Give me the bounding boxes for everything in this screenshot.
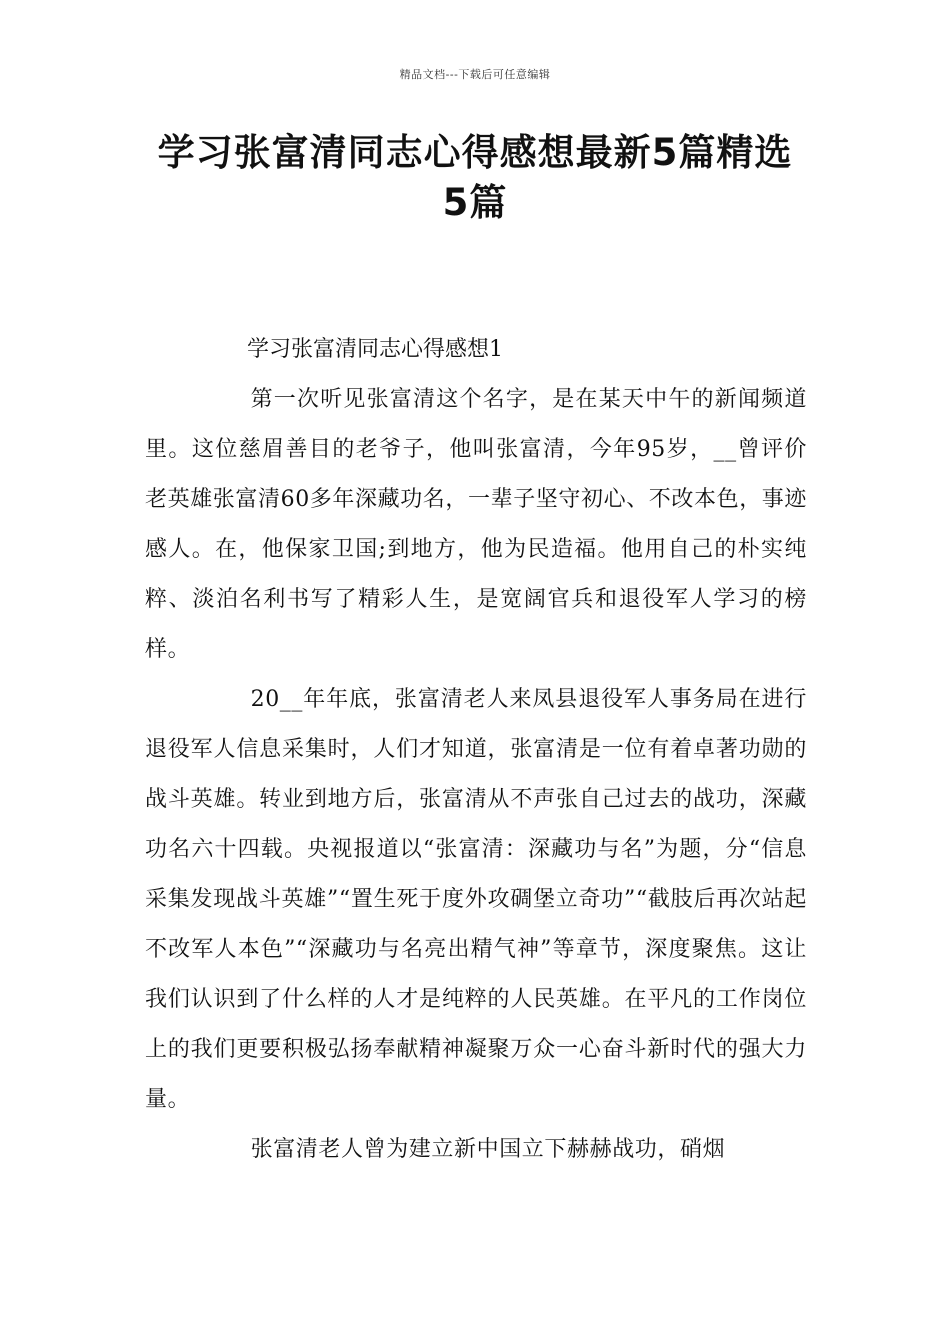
- body-text: [145, 375, 807, 1175]
- section-heading: 学习张富清同志心得感想1: [247, 337, 503, 362]
- document-title: [110, 128, 840, 228]
- header-note: 精品文档---下载后可任意编辑: [399, 68, 551, 81]
- paragraph-2: 20__年年底，张富清老人来凤县退役军人事务局在进行退役军人信息采集时，人们才知道，张富清是一位有着卓著功勋的战斗英雄。转业到地方后，张富清从不声张自己过去的战功，深藏功名六十四载。央视报道以“张富清：深藏功与名”为题，分“信息采集发现战斗英雄”“置生死于度外攻碉堡立奇功”“截肢后再次站起不改军人本色”“深藏功与名亮出精气神”等章节，深度聚焦。这让我们认识到了什么样的人才是纯粹的人民英雄。在平凡的工作岗位上的我们更要积极弘扬奉献精神凝聚万众一心奋斗新时代的强大力量。: [145, 687, 807, 1112]
- paragraph-1: 第一次听见张富清这个名字，是在某天中午的新闻频道里。这位慈眉善目的老爷子，他叫张富清，今年95岁，__曾评价老英雄张富清60多年深藏功名，一辈子坚守初心、不改本色，事迹感人。在，他保家卫国;到地方，他为民造福。他用自己的朴实纯粹、淡泊名利书写了精彩人生，是宽阔官兵和退役军人学习的榜样。: [145, 387, 807, 662]
- title-line-1: 学习张富清同志心得感想最新5篇精选: [157, 131, 793, 174]
- paragraph-3: 张富清老人曾为建立新中国立下赫赫战功，硝烟: [250, 1137, 726, 1162]
- title-line-2: 5篇: [442, 181, 508, 224]
